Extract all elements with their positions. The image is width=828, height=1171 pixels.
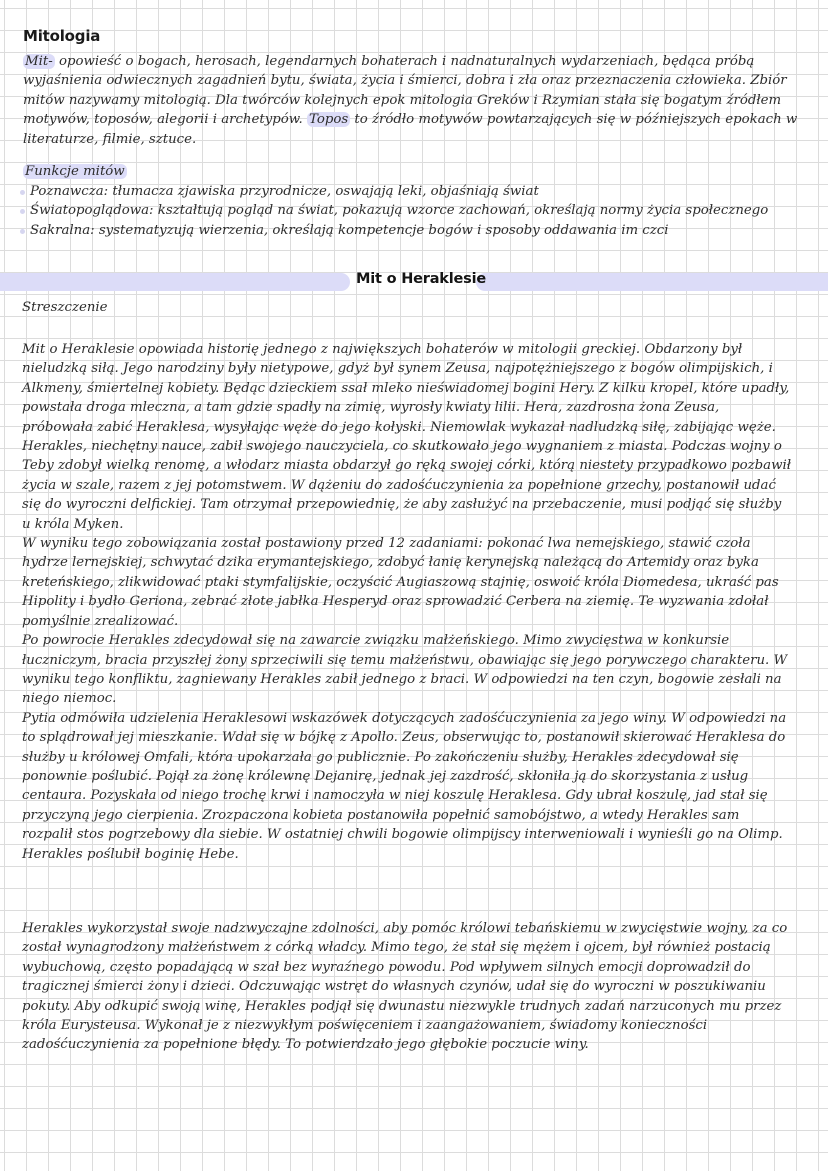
- function-item-sacral: [18, 221, 768, 240]
- functions-list: [18, 182, 768, 240]
- highlighted-term-topos: Topos: [309, 112, 349, 128]
- function-item-worldview: [18, 201, 768, 220]
- story-paragraph: Po powrocie Herakles zdecydował się na zawarcie związku małżeńskiego. Mimo zwycięstwa w konkursie łuczniczym, bracia przyszłej żony sprzeciwili się temu małżeństwu, obawiając się jego porywczego charakteru. W wyniku tego konfliktu, zagniewany Herakles zabił jednego z braci. W odpowiedzi na ten czyn, bogowie zesłali na niego niemoc.: [22, 633, 788, 707]
- function-item-cognitive: [18, 182, 768, 201]
- function-item-text: Sakralna: systematyzują wierzenia, określają kompetencje bogów i sposoby oddawania im czci: [30, 222, 669, 238]
- document-title: Mitologia: [23, 27, 101, 45]
- highlighted-term-mit: Mit-: [25, 54, 53, 69]
- story-paragraph: Pytia odmówiła udzielenia Heraklesowi wskazówek dotyczących zadośćuczynienia za jego winy. W odpowiedzi na to splądrował jej mieszkanie. Wdał się w bójkę z Apollo. Zeus, obserwując to, postanowił skierować Heraklesa do służby u królowej Omfali, która upokarzała go publicznie. Po zakończeniu służby, Herakles zdecydował się ponownie poślubić. Pojął za żonę królewnę Dejanirę, jednak jej zazdrość, skłoniła ją do skorzystania z usług centaura. Pozyskała od niego trochę krwi i namoczyła w niej koszulę Heraklesa. Gdy ubrał koszulę, jad stał się przyczyną jego cierpienia. Zrozpaczona kobieta postanowiła popełnić samobójstwo, a wtedy Herakles sam rozpalił stos pogrzebowy dla siebie. W ostatniej chwili bogowie olimpijscy interweniowali i wynieśli go na Olimp. Herakles poślubił boginię Hebe.: [22, 710, 787, 862]
- band-left: [0, 273, 350, 291]
- section-title: Mit o Heraklesie: [356, 271, 486, 287]
- intro-text-2: to źródło motywów powtarzających się w późniejszych epokach w literaturze, filmie, sztuce.: [23, 112, 798, 147]
- band-right: [476, 273, 828, 291]
- story-body: [22, 340, 792, 864]
- story-paragraph: W wyniku tego zobowiązania został postawiony przed 12 zadaniami: pokonać lwa nemejskiego, stawić czoła hydrze lernejskiej, schwytać dzika erymantejskiego, zdobyć łanię kerynejską należącą do Artemidy oraz byka kreteńskiego, zlikwidować ptaki stymfalijskie, oczyścić Augiaszową stajnię, oswoić króla Diomedesa, ukraść pas Hipolity i bydło Geriona, zebrać złote jabłka Hesperyd oraz sprowadzić Cerbera na ziemię. Te wyzwania zdołał pomyślnie zrealizować.: [22, 536, 779, 629]
- function-item-text: Poznawcza: tłumacza zjawiska przyrodnicze, oswajają leki, objaśniają świat: [30, 184, 539, 199]
- functions-heading: [23, 162, 127, 181]
- bullet-icon: [20, 229, 25, 234]
- bullet-icon: [20, 209, 25, 214]
- functions-heading-text: Funkcje mitów: [25, 164, 125, 179]
- closing-paragraph: Herakles wykorzystał swoje nadzwyczajne zdolności, aby pomóc królowi tebańskiemu w zwycięstwie wojny, za co został wynagrodzony małżeństwem z córką władcy. Mimo tego, że stał się mężem i ojcem, był również postacią wybuchową, często popadającą w szał bez wyraźnego powodu. Pod wpływem silnych emocji doprowadził do tragicznej śmierci żony i dzieci. Odczuwając wstręt do własnych czynów, udał się do wyroczni w poszukiwaniu pokuty. Aby odkupić swoją winę, Herakles podjął się dwunastu niezwykle trudnych zadań narzuconych mu przez króla Eurysteusa. Wykonał je z niezwykłym poświęceniem i zaangażowaniem, świadomy konieczności zadośćuczynienia za popełnione błędy. To potwierdzało jego głębokie poczucie winy.: [22, 921, 788, 1053]
- intro-paragraph: [23, 52, 808, 149]
- function-item-text: Światopoglądowa: kształtują pogląd na świat, pokazują wzorce zachowań, określają normy życia społecznego: [30, 203, 769, 219]
- bullet-icon: [20, 190, 25, 195]
- intro-text-1: opowieść o bogach, herosach, legendarnych bohaterach i nadnaturalnych wydarzeniach, będąca próbą wyjaśnienia odwiecznych zagadnień bytu, świata, życia i śmierci, dobra i zła oraz przeznaczenia człowieka. Zbiór mitów nazywamy mitologią. Dla twórców kolejnych epok mitologia Greków i Rzymian stała się bogatym źródłem motywów, toposów, alegorii i archetypów.: [23, 54, 787, 128]
- summary-label: Streszczenie: [22, 300, 108, 315]
- story-paragraph: Mit o Heraklesie opowiada historię jednego z największych bohaterów w mitologii greckiej. Obdarzony był nieludzką siłą. Jego narodziny były nietypowe, gdyż był synem Zeusa, najpotężniejszego z bogów olimpijskich, i Alkmeny, śmiertelnej kobiety. Będąc dzieckiem ssał mleko nieświadomej bogini Hery. Z kilku kropel, które upadły, powstała droga mleczna, a tam gdzie spadły na zimię, wyrosły kwiaty lilii. Hera, zazdrosna żona Zeusa, próbowała zabić Heraklesa, wysyłając węże do jego kołyski. Niemowlak wykazał nadludzką siłę, zabijając węże.: [22, 342, 790, 435]
- story-paragraph: Herakles, niechętny nauce, zabił swojego nauczyciela, co skutkowało jego wygnaniem z miasta. Podczas wojny o Teby zdobył wielką renomę, a włodarz miasta obdarzył go ręką swojej córki, którą niestety przypadkowo pozbawił życia w szale, razem z jej potomstwem. W dążeniu do zadośćuczynienia za popełnione grzechy, postanowił udać się do wyroczni delfickiej. Tam otrzymał przepowiednię, że aby zasłużyć na przebaczenie, musi podjąć się służby u króla Myken.: [22, 439, 792, 532]
